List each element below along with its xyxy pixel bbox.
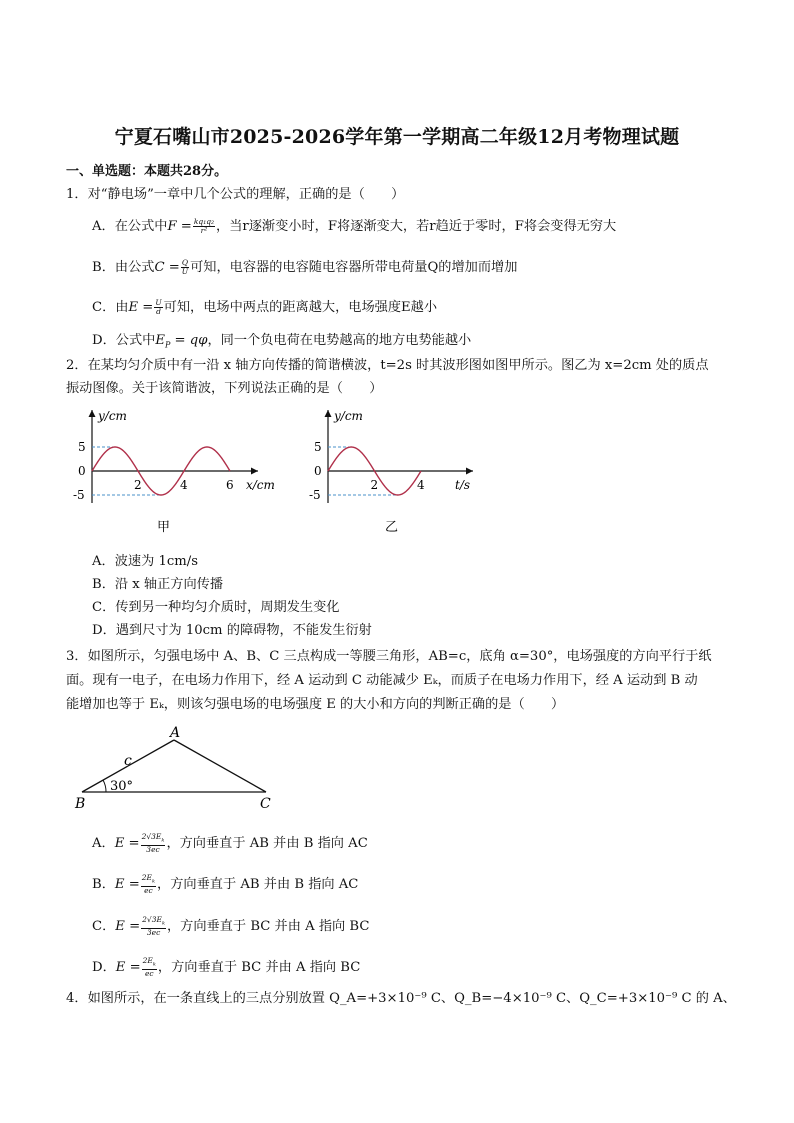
q3-option-b-post: ，方向垂直于 AB 并由 B 指向 AC <box>157 876 359 892</box>
y-tick-label: -5 <box>309 488 321 502</box>
x-tick-label: 4 <box>417 478 425 492</box>
q2-option-c: C．传到另一种均匀介质时，周期发生变化 <box>92 600 340 615</box>
q3-stem-line1: 3．如图所示，匀强电场中 A、B、C 三点构成一等腰三角形，AB=c，底角 α=30°，电场强度的方向平行于纸 <box>66 649 712 664</box>
q1-option-b-post: 可知，电容器的电容随电容器所带电荷量Q的增加而增加 <box>190 260 518 275</box>
q3-option-d-post: ，方向垂直于 BC 并由 A 指向 BC <box>157 959 361 975</box>
y-axis-arrow <box>325 410 332 417</box>
formula-coulomb: F = <box>167 219 192 234</box>
vibration-chart-yi <box>305 405 495 540</box>
formula-capacitance: C = <box>154 260 180 275</box>
q1-option-a-pre: A．在公式中 <box>92 219 168 234</box>
fraction: $\frac{2√3E_k}{3ec}$ <box>141 832 165 854</box>
q3-option-b: B．E = $\frac{2E_k}{ec}$ ，方向垂直于 AB 并由 B 指向 AC <box>92 873 359 895</box>
q3-stem-line2: 面。现有一电子，在电场力作用下，经 A 运动到 C 动能减少 Eₖ，而质子在电场力作用下，经 A 运动到 B 动 <box>66 673 698 688</box>
vertex-a-label: A <box>170 725 181 741</box>
q2-stem-line2: 振动图像。关于该简谐波，下列说法正确的是（ ） <box>66 381 383 396</box>
y-axis-label: y/cm <box>98 409 127 423</box>
side-c-label: c <box>124 753 132 769</box>
q1-option-d-pre: D．公式中 <box>92 333 156 348</box>
formula-field: E = <box>128 300 154 315</box>
vertex-c-label: C <box>260 796 271 812</box>
side-ac <box>174 740 266 792</box>
q1-option-d-post: ，同一个负电荷在电势越高的地方电势能越小 <box>207 333 472 348</box>
q3-option-c: C．E = $\frac{2√3E_k}{3ec}$ ，方向垂直于 BC 并由 A 指向 BC <box>92 915 370 937</box>
q1-stem: 1．对“静电场”一章中几个公式的理解，正确的是（ ） <box>66 187 405 202</box>
fraction: $\frac{2√3E_k}{3ec}$ <box>142 915 165 937</box>
y-axis-arrow <box>89 410 96 417</box>
x-axis-label: t/s <box>455 478 471 492</box>
fraction: $\frac{2E_k}{ec}$ <box>142 956 156 978</box>
x-tick-label: 6 <box>226 478 234 492</box>
x-axis-arrow <box>251 468 258 475</box>
vertex-b-label: B <box>75 796 86 812</box>
y-tick-label: 5 <box>314 440 322 454</box>
section-heading: 一、单选题：本题共28分。 <box>66 164 228 179</box>
wave-chart-jia <box>70 405 300 540</box>
q3-option-c-post: ，方向垂直于 BC 并由 A 指向 BC <box>167 918 370 934</box>
q1-option-c-post: 可知，电场中两点的距离越大，电场强度E越小 <box>163 300 438 315</box>
q1-option-c-pre: C．由 <box>92 300 129 315</box>
y-axis-label: y/cm <box>334 409 363 423</box>
angle-label: 30° <box>110 779 134 794</box>
x-tick-label: 2 <box>370 478 379 492</box>
x-tick-label: 4 <box>180 478 188 492</box>
x-axis-label: x/cm <box>246 478 275 492</box>
triangle-figure <box>70 722 290 814</box>
fraction: $\frac{\text{kq₁q₂}}{\text{r²}}$ <box>193 217 215 235</box>
q2-option-b: B．沿 x 轴正方向传播 <box>92 577 224 592</box>
fraction: $\frac{2E_k}{ec}$ <box>141 873 156 895</box>
y-tick-label: -5 <box>73 488 85 502</box>
fraction: $\frac{U}{d}$ <box>155 298 162 316</box>
y-tick-label: 0 <box>314 464 322 478</box>
y-tick-label: 0 <box>78 464 86 478</box>
q1-option-d <box>92 332 471 355</box>
q1-option-c <box>92 299 437 317</box>
q2-option-d: D．遇到尺寸为 10cm 的障碍物，不能发生衍射 <box>92 623 372 638</box>
fraction: $\frac{Q}{U}$ <box>181 258 189 276</box>
q3-option-d: D．E = $\frac{2E_k}{ec}$ ，方向垂直于 BC 并由 A 指向 BC <box>92 956 361 978</box>
x-tick-label: 2 <box>134 478 142 492</box>
q3-option-a-post: ，方向垂直于 AB 并由 B 指向 AC <box>166 835 368 851</box>
q1-option-a <box>92 218 616 236</box>
x-axis-arrow <box>466 468 473 475</box>
chart-caption: 乙 <box>385 520 399 535</box>
q3-stem-line3: 能增加也等于 Eₖ，则该匀强电场的电场强度 E 的大小和方向的判断正确的是（ ） <box>66 697 565 712</box>
y-tick-label: 5 <box>78 440 86 454</box>
q3-option-a: A．E = $\frac{2√3E_k}{3ec}$ ，方向垂直于 AB 并由 B 指向 AC <box>92 832 368 854</box>
q1-option-b <box>92 259 517 277</box>
q2-option-a: A．波速为 1cm/s <box>92 554 198 569</box>
q1-option-b-pre: B．由公式 <box>92 260 155 275</box>
formula-potential-energy: $E_P = q\varphi$ <box>155 333 208 350</box>
angle-arc <box>103 780 106 792</box>
chart-caption: 甲 <box>157 520 171 535</box>
q4-stem: 4．如图所示，在一条直线上的三点分别放置 Q_A=+3×10⁻⁹ C、Q_B=−4×10⁻⁹ C、Q_C=+3×10⁻⁹ C 的 A、 <box>66 991 736 1006</box>
q1-option-a-post: ，当r逐渐变小时，F将逐渐变大，若r趋近于零时，F将会变得无穷大 <box>216 219 617 234</box>
q2-stem-line1: 2．在某均匀介质中有一沿 x 轴方向传播的简谐横波，t=2s 时其波形图如图甲所示。图乙为 x=2cm 处的质点 <box>66 358 709 373</box>
page-title: 宁夏石嘴山市2025-2026学年第一学期高二年级12月考物理试题 <box>114 126 680 148</box>
